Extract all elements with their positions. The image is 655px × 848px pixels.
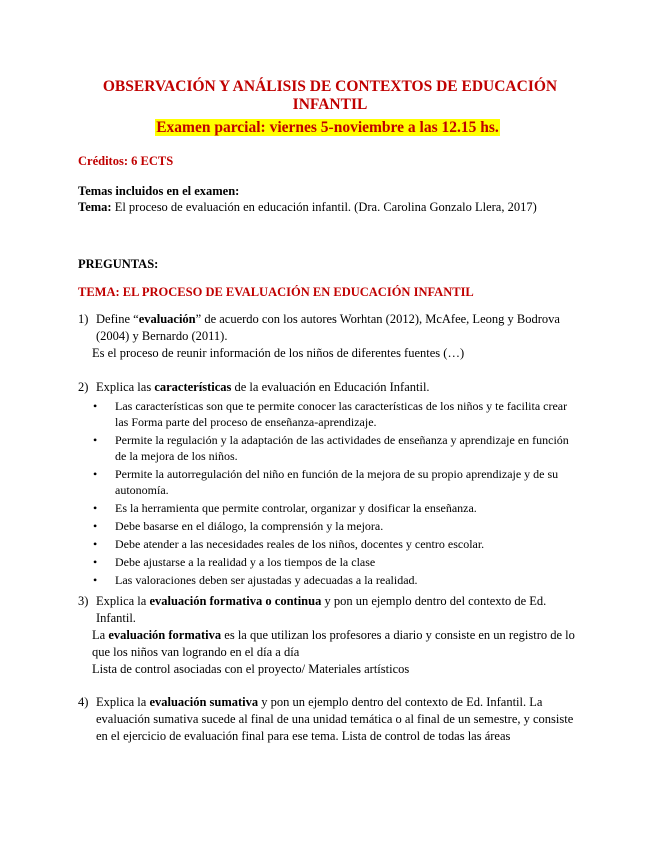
- title-line-1: OBSERVACIÓN Y ANÁLISIS DE CONTEXTOS DE EDUCACIÓN: [102, 78, 558, 95]
- list-item: • Las características son que te permite conocer las características de los niños y te facilita crear las Forma parte del proceso de enseñanza-aprendizaje.: [115, 398, 578, 430]
- title-line-2: INFANTIL: [292, 96, 368, 113]
- topic-text: El proceso de evaluación en educación infantil. (Dra. Carolina Gonzalo Llera, 2017): [111, 200, 537, 214]
- list-item: • Debe basarse en el diálogo, la comprensión y la mejora.: [115, 518, 578, 534]
- list-item: • Las valoraciones deben ser ajustadas y adecuadas a la realidad.: [115, 572, 578, 588]
- characteristics-list: [78, 398, 578, 588]
- question-text: Define “evaluación” de acuerdo con los autores Worhtan (2012), McAfee, Leong y Bodrova (2004) y Bernardo (2011).: [96, 312, 560, 343]
- question-number: 3): [78, 594, 89, 608]
- question-text: Explica la evaluación sumativa y pon un ejemplo dentro del contexto de Ed. Infantil. La evaluación sumativa sucede al final de una unidad temática o al final de un semestre, y consiste en el ejercicio de evaluación final para ese tema. Lista de control de todas las áreas: [96, 695, 574, 743]
- answer-text: La evaluación formativa es la que utilizan los profesores a diario y consiste en un registro de lo que los niños van logrando en el día a día: [92, 628, 575, 659]
- list-item: • Permite la autorregulación del niño en función de la mejora de su propio aprendizaje y de su autonomía.: [115, 466, 578, 498]
- question-number: 1): [78, 312, 89, 326]
- questions-heading: PREGUNTAS:: [78, 257, 159, 271]
- question-number: 2): [78, 380, 89, 394]
- question-text: Explica las características de la evaluación en Educación Infantil.: [96, 380, 430, 394]
- question-1: [78, 311, 578, 362]
- list-item: • Permite la regulación y la adaptación de las actividades de enseñanza y aprendizaje en función de la mejora de los niños.: [115, 432, 578, 464]
- credits: Créditos: 6 ECTS: [78, 154, 174, 168]
- topics-heading: Temas incluidos en el examen:: [78, 184, 240, 198]
- question-4: [78, 694, 578, 745]
- answer-example: Lista de control asociadas con el proyecto/ Materiales artísticos: [92, 662, 410, 676]
- answer-text: Es el proceso de reunir información de los niños de diferentes fuentes (…): [92, 346, 465, 360]
- question-text: Explica la evaluación formativa o continua y pon un ejemplo dentro del contexto de Ed. Infantil.: [96, 594, 547, 625]
- document-title: [90, 78, 570, 114]
- question-3: [78, 593, 578, 678]
- list-item: • Debe ajustarse a la realidad y a los tiempos de la clase: [115, 554, 578, 570]
- exam-line: [0, 118, 655, 137]
- topic-label: Tema:: [78, 200, 112, 214]
- theme-heading: TEMA: EL PROCESO DE EVALUACIÓN EN EDUCACIÓN INFANTIL: [78, 285, 474, 299]
- question-2: [78, 379, 578, 590]
- topics-section: [78, 183, 578, 215]
- list-item: • Es la herramienta que permite controlar, organizar y dosificar la enseñanza.: [115, 500, 578, 516]
- question-number: 4): [78, 695, 89, 709]
- exam-date-highlight: Examen parcial: viernes 5-noviembre a las 12.15 hs.: [156, 119, 499, 136]
- list-item: • Debe atender a las necesidades reales de los niños, docentes y centro escolar.: [115, 536, 578, 552]
